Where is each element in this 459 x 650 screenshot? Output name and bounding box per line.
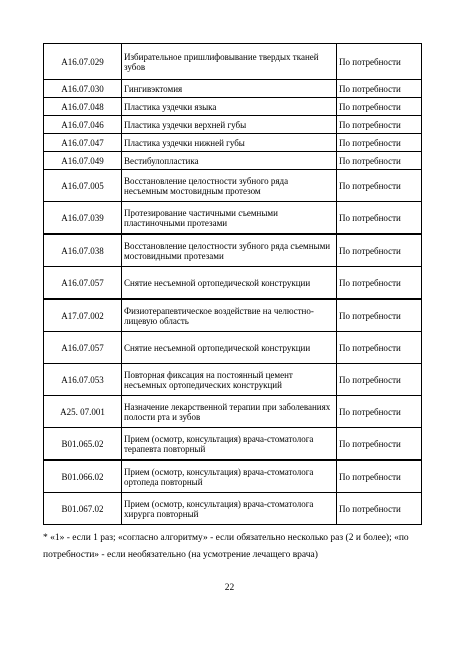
service-name: Пластика уздечки языка: [122, 98, 337, 116]
service-frequency: По потребности: [337, 44, 422, 80]
service-name: Пластика уздечки верхней губы: [122, 116, 337, 134]
table-row: [44, 80, 422, 98]
service-code: A16.07.046: [44, 116, 122, 134]
service-frequency: По потребности: [337, 234, 422, 267]
service-name: Снятие несъемной ортопедической конструкции: [122, 332, 337, 364]
table-row: [44, 116, 422, 134]
service-code: A16.07.057: [44, 332, 122, 364]
service-name: Вестибулопластика: [122, 152, 337, 170]
table-row: [44, 460, 422, 493]
service-name: Назначение лекарственной терапии при заболеваниях полости рта и зубов: [122, 396, 337, 428]
table-row: [44, 299, 422, 332]
table-row: [44, 364, 422, 396]
service-frequency: По потребности: [337, 98, 422, 116]
service-name: Снятие несъемной ортопедической конструкции: [122, 267, 337, 300]
service-code: B01.065.02: [44, 428, 122, 461]
services-table: [43, 43, 422, 525]
table-row: [44, 98, 422, 116]
service-code: A16.07.057: [44, 267, 122, 300]
service-code: A16.07.049: [44, 152, 122, 170]
service-frequency: По потребности: [337, 493, 422, 525]
service-name: Избирательное пришлифовывание твердых тканей зубов: [122, 44, 337, 80]
service-code: A16.07.029: [44, 44, 122, 80]
service-name: Протезирование частичными съемными пластиночными протезами: [122, 202, 337, 235]
table-row: [44, 134, 422, 152]
service-name: Прием (осмотр, консультация) врача-стоматолога терапевта повторный: [122, 428, 337, 461]
service-code: A16.07.030: [44, 80, 122, 98]
service-frequency: По потребности: [337, 332, 422, 364]
service-code: B01.067.02: [44, 493, 122, 525]
service-name: Гингивэктомия: [122, 80, 337, 98]
service-frequency: По потребности: [337, 170, 422, 202]
service-frequency: По потребности: [337, 134, 422, 152]
service-code: A16.07.038: [44, 234, 122, 267]
service-code: A16.07.048: [44, 98, 122, 116]
service-frequency: По потребности: [337, 267, 422, 300]
service-frequency: По потребности: [337, 396, 422, 428]
footnote: * «1» - если 1 раз; «согласно алгоритму» - если обязательно несколько раз (2 и более); «по потребности» - если необязательно (на усмотрение лечащего врача): [43, 533, 409, 560]
service-frequency: По потребности: [337, 460, 422, 493]
table-row: [44, 493, 422, 525]
service-frequency: По потребности: [337, 202, 422, 235]
service-name: Физиотерапевтическое воздействие на челюстно-лицевую область: [122, 299, 337, 332]
table-row: [44, 234, 422, 267]
service-frequency: По потребности: [337, 428, 422, 461]
service-frequency: По потребности: [337, 116, 422, 134]
table-row: [44, 170, 422, 202]
table-row: [44, 152, 422, 170]
table-row: [44, 202, 422, 235]
table-row: [44, 267, 422, 300]
service-code: B01.066.02: [44, 460, 122, 493]
service-frequency: По потребности: [337, 299, 422, 332]
service-name: Прием (осмотр, консультация) врача-стоматолога хирурга повторный: [122, 493, 337, 525]
service-code: A16.07.005: [44, 170, 122, 202]
service-code: A16.07.053: [44, 364, 122, 396]
service-name: Пластика уздечки нижней губы: [122, 134, 337, 152]
service-frequency: По потребности: [337, 152, 422, 170]
service-code: A16.07.039: [44, 202, 122, 235]
service-code: A25. 07.001: [44, 396, 122, 428]
table-row: [44, 428, 422, 461]
service-code: A16.07.047: [44, 134, 122, 152]
service-code: A17.07.002: [44, 299, 122, 332]
service-name: Повторная фиксация на постоянный цемент несъемных ортопедических конструкций: [122, 364, 337, 396]
service-name: Восстановление целостности зубного ряда съемными мостовидными протезами: [122, 234, 337, 267]
service-frequency: По потребности: [337, 80, 422, 98]
service-name: Восстановление целостности зубного ряда несъемным мостовидным протезом: [122, 170, 337, 202]
table-row: [44, 332, 422, 364]
table-row: [44, 44, 422, 80]
page-number: 22: [224, 583, 235, 593]
table-row: [44, 396, 422, 428]
service-name: Прием (осмотр, консультация) врача-стоматолога ортопеда повторный: [122, 460, 337, 493]
service-frequency: По потребности: [337, 364, 422, 396]
